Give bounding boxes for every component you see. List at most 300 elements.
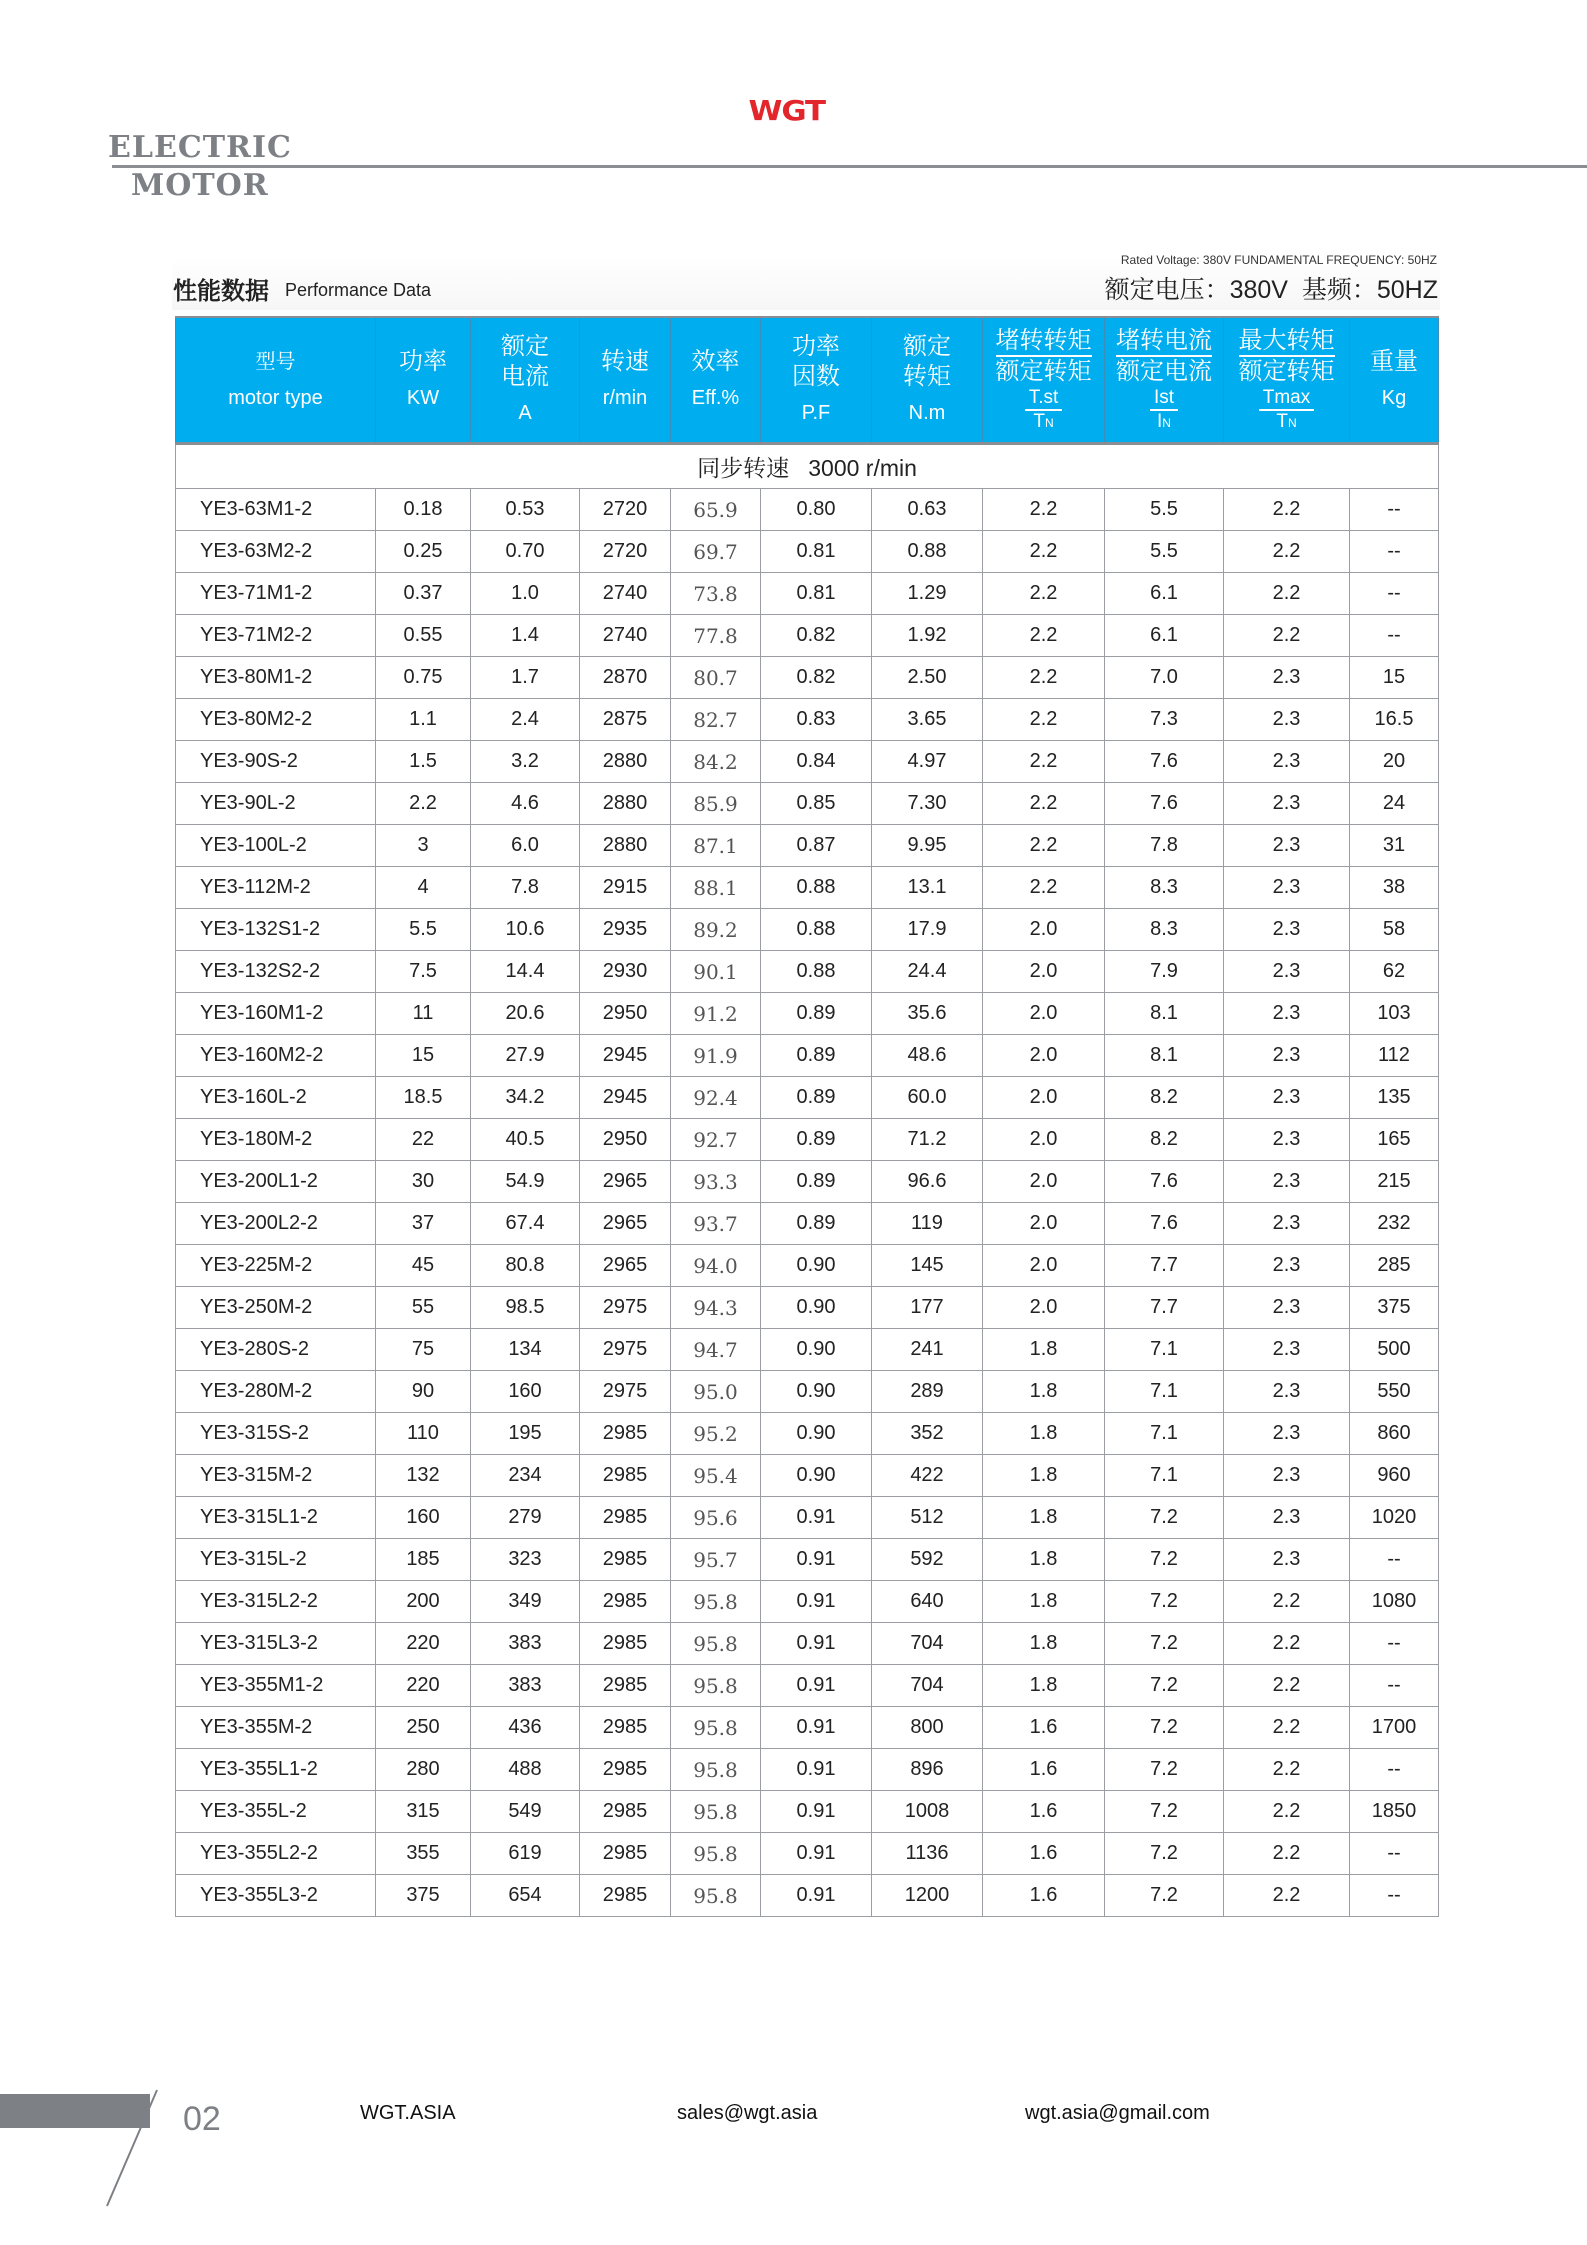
cell-efficiency: 95.8 bbox=[671, 1581, 761, 1623]
cell-speed-rpm: 2950 bbox=[580, 993, 671, 1035]
cell-power-kw: 5.5 bbox=[376, 909, 471, 951]
ratio-den-sub: N bbox=[1287, 415, 1297, 430]
cell-rated-torque: 13.1 bbox=[872, 867, 983, 909]
cell-current-ratio: 7.2 bbox=[1105, 1875, 1224, 1917]
cell-current-ratio: 7.1 bbox=[1105, 1413, 1224, 1455]
cell-rated-torque: 0.88 bbox=[872, 531, 983, 573]
cell-rated-torque: 24.4 bbox=[872, 951, 983, 993]
ratio-numerator: Ist bbox=[1150, 387, 1178, 411]
table-row bbox=[176, 825, 1439, 867]
cell-weight-kg: 135 bbox=[1350, 1077, 1439, 1119]
rated-voltage-cn: 额定电压：380V 基频：50HZ bbox=[1104, 276, 1438, 304]
cell-current-ratio: 7.2 bbox=[1105, 1539, 1224, 1581]
cell-power-kw: 200 bbox=[376, 1581, 471, 1623]
cell-rated-torque: 7.30 bbox=[872, 783, 983, 825]
ratio-numerator: T.st bbox=[1025, 387, 1063, 411]
cell-torque-ratio: 1.8 bbox=[983, 1623, 1105, 1665]
cell-weight-kg: 860 bbox=[1350, 1413, 1439, 1455]
cell-weight-kg: 38 bbox=[1350, 867, 1439, 909]
cell-power-factor: 0.89 bbox=[761, 993, 872, 1035]
column-header bbox=[1350, 317, 1439, 444]
cell-max-torque-ratio: 2.2 bbox=[1224, 1833, 1350, 1875]
header-unit: Kg bbox=[1381, 387, 1407, 409]
cell-model: YE3-63M1-2 bbox=[176, 489, 376, 531]
cell-efficiency: 95.8 bbox=[671, 1623, 761, 1665]
cell-power-factor: 0.91 bbox=[761, 1833, 872, 1875]
cell-torque-ratio: 2.2 bbox=[983, 741, 1105, 783]
cell-rated-torque: 1200 bbox=[872, 1875, 983, 1917]
cell-max-torque-ratio: 2.2 bbox=[1224, 1581, 1350, 1623]
page-title-en: Performance Data bbox=[285, 280, 432, 300]
header-unit: P.F bbox=[801, 402, 831, 424]
column-header bbox=[872, 317, 983, 444]
cell-efficiency: 95.0 bbox=[671, 1371, 761, 1413]
ratio-fraction bbox=[1025, 387, 1063, 434]
cell-torque-ratio: 2.2 bbox=[983, 615, 1105, 657]
cell-power-factor: 0.91 bbox=[761, 1623, 872, 1665]
cell-current-a: 619 bbox=[471, 1833, 580, 1875]
table-row bbox=[176, 1581, 1439, 1623]
cell-efficiency: 82.7 bbox=[671, 699, 761, 741]
cell-weight-kg: 375 bbox=[1350, 1287, 1439, 1329]
cell-power-factor: 0.81 bbox=[761, 531, 872, 573]
cell-weight-kg: 16.5 bbox=[1350, 699, 1439, 741]
cell-model: YE3-315L2-2 bbox=[176, 1581, 376, 1623]
cell-model: YE3-280S-2 bbox=[176, 1329, 376, 1371]
cell-current-a: 654 bbox=[471, 1875, 580, 1917]
cell-efficiency: 95.6 bbox=[671, 1497, 761, 1539]
cell-current-a: 80.8 bbox=[471, 1245, 580, 1287]
cell-power-kw: 355 bbox=[376, 1833, 471, 1875]
cell-torque-ratio: 2.0 bbox=[983, 1203, 1105, 1245]
cell-current-ratio: 6.1 bbox=[1105, 573, 1224, 615]
cell-model: YE3-180M-2 bbox=[176, 1119, 376, 1161]
table-row bbox=[176, 993, 1439, 1035]
header-cn-bottom: 额定转矩 bbox=[995, 357, 1092, 385]
cell-speed-rpm: 2880 bbox=[580, 783, 671, 825]
cell-model: YE3-80M1-2 bbox=[176, 657, 376, 699]
cell-power-factor: 0.91 bbox=[761, 1665, 872, 1707]
cell-speed-rpm: 2965 bbox=[580, 1245, 671, 1287]
cell-speed-rpm: 2875 bbox=[580, 699, 671, 741]
cell-power-factor: 0.84 bbox=[761, 741, 872, 783]
cell-max-torque-ratio: 2.3 bbox=[1224, 1077, 1350, 1119]
cell-max-torque-ratio: 2.2 bbox=[1224, 1665, 1350, 1707]
table-row bbox=[176, 1707, 1439, 1749]
cell-efficiency: 95.8 bbox=[671, 1875, 761, 1917]
cell-current-a: 3.2 bbox=[471, 741, 580, 783]
cell-current-a: 0.70 bbox=[471, 531, 580, 573]
cell-max-torque-ratio: 2.3 bbox=[1224, 1119, 1350, 1161]
header-unit: Eff.% bbox=[691, 387, 740, 409]
cell-power-kw: 4 bbox=[376, 867, 471, 909]
cell-current-a: 488 bbox=[471, 1749, 580, 1791]
cell-current-a: 98.5 bbox=[471, 1287, 580, 1329]
cell-max-torque-ratio: 2.2 bbox=[1224, 1875, 1350, 1917]
cell-current-ratio: 7.1 bbox=[1105, 1329, 1224, 1371]
cell-max-torque-ratio: 2.3 bbox=[1224, 1245, 1350, 1287]
cell-current-a: 1.4 bbox=[471, 615, 580, 657]
cell-current-ratio: 8.2 bbox=[1105, 1077, 1224, 1119]
header-unit: r/min bbox=[602, 387, 648, 409]
cell-torque-ratio: 2.2 bbox=[983, 531, 1105, 573]
cell-model: YE3-90L-2 bbox=[176, 783, 376, 825]
cell-model: YE3-200L2-2 bbox=[176, 1203, 376, 1245]
cell-current-ratio: 7.8 bbox=[1105, 825, 1224, 867]
cell-power-kw: 45 bbox=[376, 1245, 471, 1287]
cell-current-ratio: 7.7 bbox=[1105, 1287, 1224, 1329]
header-cn: 重量 bbox=[1370, 348, 1418, 375]
table-row bbox=[176, 1245, 1439, 1287]
cell-torque-ratio: 2.0 bbox=[983, 1077, 1105, 1119]
cell-efficiency: 93.7 bbox=[671, 1203, 761, 1245]
table-row bbox=[176, 1749, 1439, 1791]
column-header bbox=[983, 317, 1105, 444]
cell-power-kw: 0.25 bbox=[376, 531, 471, 573]
cell-torque-ratio: 2.0 bbox=[983, 909, 1105, 951]
cell-power-kw: 220 bbox=[376, 1623, 471, 1665]
cell-torque-ratio: 2.2 bbox=[983, 699, 1105, 741]
cell-torque-ratio: 2.0 bbox=[983, 1245, 1105, 1287]
cell-speed-rpm: 2965 bbox=[580, 1161, 671, 1203]
cell-weight-kg: -- bbox=[1350, 615, 1439, 657]
cell-rated-torque: 1008 bbox=[872, 1791, 983, 1833]
cell-max-torque-ratio: 2.2 bbox=[1224, 531, 1350, 573]
cell-efficiency: 95.8 bbox=[671, 1833, 761, 1875]
cell-power-factor: 0.85 bbox=[761, 783, 872, 825]
cell-current-ratio: 7.7 bbox=[1105, 1245, 1224, 1287]
table-row bbox=[176, 1203, 1439, 1245]
cell-model: YE3-132S2-2 bbox=[176, 951, 376, 993]
cell-model: YE3-63M2-2 bbox=[176, 531, 376, 573]
footer-email-gmail[interactable]: wgt.asia@gmail.com bbox=[1025, 2102, 1210, 2124]
cell-power-factor: 0.91 bbox=[761, 1497, 872, 1539]
section-title-motor: MOTOR bbox=[131, 168, 269, 203]
cell-speed-rpm: 2985 bbox=[580, 1455, 671, 1497]
table-row bbox=[176, 1119, 1439, 1161]
cell-efficiency: 94.7 bbox=[671, 1329, 761, 1371]
column-header bbox=[1224, 317, 1350, 444]
cell-power-kw: 1.5 bbox=[376, 741, 471, 783]
footer-email-sales[interactable]: sales@wgt.asia bbox=[677, 2102, 818, 2124]
table-row bbox=[176, 1371, 1439, 1413]
cell-rated-torque: 96.6 bbox=[872, 1161, 983, 1203]
cell-max-torque-ratio: 2.3 bbox=[1224, 951, 1350, 993]
cell-model: YE3-200L1-2 bbox=[176, 1161, 376, 1203]
cell-weight-kg: 112 bbox=[1350, 1035, 1439, 1077]
cell-current-a: 1.7 bbox=[471, 657, 580, 699]
cell-torque-ratio: 1.8 bbox=[983, 1371, 1105, 1413]
cell-efficiency: 95.8 bbox=[671, 1665, 761, 1707]
wgt-logo: WGT bbox=[748, 94, 825, 127]
cell-torque-ratio: 1.8 bbox=[983, 1497, 1105, 1539]
cell-power-factor: 0.90 bbox=[761, 1413, 872, 1455]
cell-efficiency: 95.8 bbox=[671, 1707, 761, 1749]
cell-max-torque-ratio: 2.3 bbox=[1224, 699, 1350, 741]
cell-speed-rpm: 2975 bbox=[580, 1287, 671, 1329]
table-row bbox=[176, 657, 1439, 699]
cell-torque-ratio: 2.0 bbox=[983, 1119, 1105, 1161]
cell-max-torque-ratio: 2.2 bbox=[1224, 615, 1350, 657]
header-cn-bottom: 额定电流 bbox=[1116, 357, 1212, 385]
cell-weight-kg: 20 bbox=[1350, 741, 1439, 783]
cell-rated-torque: 9.95 bbox=[872, 825, 983, 867]
cell-model: YE3-250M-2 bbox=[176, 1287, 376, 1329]
cell-torque-ratio: 2.2 bbox=[983, 825, 1105, 867]
header-cn: 功率 bbox=[399, 348, 447, 375]
cell-speed-rpm: 2915 bbox=[580, 867, 671, 909]
cell-power-factor: 0.91 bbox=[761, 1581, 872, 1623]
cell-max-torque-ratio: 2.3 bbox=[1224, 909, 1350, 951]
cell-max-torque-ratio: 2.2 bbox=[1224, 573, 1350, 615]
cell-weight-kg: -- bbox=[1350, 1623, 1439, 1665]
cell-current-ratio: 5.5 bbox=[1105, 531, 1224, 573]
cell-current-a: 160 bbox=[471, 1371, 580, 1413]
cell-power-factor: 0.91 bbox=[761, 1539, 872, 1581]
cell-current-a: 40.5 bbox=[471, 1119, 580, 1161]
cell-power-kw: 55 bbox=[376, 1287, 471, 1329]
cell-efficiency: 87.1 bbox=[671, 825, 761, 867]
cell-current-a: 7.8 bbox=[471, 867, 580, 909]
cell-power-factor: 0.90 bbox=[761, 1287, 872, 1329]
cell-weight-kg: -- bbox=[1350, 1539, 1439, 1581]
cell-efficiency: 69.7 bbox=[671, 531, 761, 573]
cell-model: YE3-71M1-2 bbox=[176, 573, 376, 615]
cell-weight-kg: -- bbox=[1350, 489, 1439, 531]
cell-efficiency: 89.2 bbox=[671, 909, 761, 951]
cell-power-factor: 0.90 bbox=[761, 1329, 872, 1371]
cell-weight-kg: 232 bbox=[1350, 1203, 1439, 1245]
rated-voltage-en: Rated Voltage: 380V FUNDAMENTAL FREQUENCY: 50HZ bbox=[1120, 253, 1437, 267]
ratio-den-symbol: T bbox=[1033, 410, 1045, 432]
cell-current-a: 10.6 bbox=[471, 909, 580, 951]
cell-power-kw: 0.37 bbox=[376, 573, 471, 615]
cell-efficiency: 92.7 bbox=[671, 1119, 761, 1161]
cell-current-ratio: 7.2 bbox=[1105, 1833, 1224, 1875]
cell-power-kw: 280 bbox=[376, 1749, 471, 1791]
cell-speed-rpm: 2985 bbox=[580, 1665, 671, 1707]
cell-model: YE3-355M1-2 bbox=[176, 1665, 376, 1707]
cell-efficiency: 65.9 bbox=[671, 489, 761, 531]
cell-current-a: 20.6 bbox=[471, 993, 580, 1035]
cell-torque-ratio: 2.2 bbox=[983, 783, 1105, 825]
cell-speed-rpm: 2985 bbox=[580, 1581, 671, 1623]
cell-weight-kg: -- bbox=[1350, 1665, 1439, 1707]
cell-torque-ratio: 2.0 bbox=[983, 1035, 1105, 1077]
cell-model: YE3-80M2-2 bbox=[176, 699, 376, 741]
cell-current-a: 383 bbox=[471, 1665, 580, 1707]
cell-weight-kg: 960 bbox=[1350, 1455, 1439, 1497]
cell-rated-torque: 4.97 bbox=[872, 741, 983, 783]
ratio-numerator: Tmax bbox=[1259, 387, 1315, 411]
cell-current-a: 6.0 bbox=[471, 825, 580, 867]
cell-weight-kg: 215 bbox=[1350, 1161, 1439, 1203]
column-header bbox=[471, 317, 580, 444]
cell-weight-kg: 24 bbox=[1350, 783, 1439, 825]
cell-max-torque-ratio: 2.3 bbox=[1224, 741, 1350, 783]
cell-current-a: 2.4 bbox=[471, 699, 580, 741]
cell-model: YE3-225M-2 bbox=[176, 1245, 376, 1287]
cell-current-ratio: 7.6 bbox=[1105, 1203, 1224, 1245]
header-cn: 功率因数 bbox=[792, 333, 840, 390]
cell-power-kw: 132 bbox=[376, 1455, 471, 1497]
cell-current-a: 549 bbox=[471, 1791, 580, 1833]
cell-model: YE3-355L1-2 bbox=[176, 1749, 376, 1791]
cell-power-factor: 0.89 bbox=[761, 1119, 872, 1161]
cell-speed-rpm: 2945 bbox=[580, 1035, 671, 1077]
cell-max-torque-ratio: 2.3 bbox=[1224, 1371, 1350, 1413]
cell-max-torque-ratio: 2.3 bbox=[1224, 993, 1350, 1035]
cell-speed-rpm: 2720 bbox=[580, 489, 671, 531]
table-row bbox=[176, 1791, 1439, 1833]
table-row bbox=[176, 1413, 1439, 1455]
cell-current-a: 279 bbox=[471, 1497, 580, 1539]
cell-weight-kg: 500 bbox=[1350, 1329, 1439, 1371]
cell-torque-ratio: 1.8 bbox=[983, 1329, 1105, 1371]
cell-efficiency: 95.4 bbox=[671, 1455, 761, 1497]
cell-current-ratio: 7.2 bbox=[1105, 1665, 1224, 1707]
column-header bbox=[176, 317, 376, 444]
table-row bbox=[176, 1329, 1439, 1371]
ratio-denominator bbox=[1157, 411, 1171, 432]
cell-power-kw: 0.75 bbox=[376, 657, 471, 699]
cell-rated-torque: 48.6 bbox=[872, 1035, 983, 1077]
cell-model: YE3-315L-2 bbox=[176, 1539, 376, 1581]
cell-power-kw: 7.5 bbox=[376, 951, 471, 993]
cell-power-kw: 18.5 bbox=[376, 1077, 471, 1119]
header-divider bbox=[112, 165, 1587, 168]
cell-model: YE3-160M1-2 bbox=[176, 993, 376, 1035]
cell-torque-ratio: 2.2 bbox=[983, 657, 1105, 699]
cell-max-torque-ratio: 2.3 bbox=[1224, 1413, 1350, 1455]
ratio-den-sub: N bbox=[1044, 415, 1054, 430]
cell-torque-ratio: 1.8 bbox=[983, 1455, 1105, 1497]
cell-power-kw: 90 bbox=[376, 1371, 471, 1413]
cell-current-ratio: 7.2 bbox=[1105, 1581, 1224, 1623]
footer-bar bbox=[0, 2094, 150, 2128]
cell-weight-kg: 15 bbox=[1350, 657, 1439, 699]
cell-power-kw: 220 bbox=[376, 1665, 471, 1707]
cell-max-torque-ratio: 2.3 bbox=[1224, 783, 1350, 825]
cell-model: YE3-160L-2 bbox=[176, 1077, 376, 1119]
cell-model: YE3-315L3-2 bbox=[176, 1623, 376, 1665]
header-unit: motor type bbox=[228, 387, 323, 409]
cell-current-a: 54.9 bbox=[471, 1161, 580, 1203]
cell-torque-ratio: 2.0 bbox=[983, 993, 1105, 1035]
cell-rated-torque: 71.2 bbox=[872, 1119, 983, 1161]
page-number: 02 bbox=[183, 2100, 221, 2138]
cell-rated-torque: 800 bbox=[872, 1707, 983, 1749]
cell-torque-ratio: 2.2 bbox=[983, 489, 1105, 531]
cell-weight-kg: -- bbox=[1350, 1833, 1439, 1875]
section-title-electric: ELECTRIC bbox=[108, 130, 292, 165]
cell-max-torque-ratio: 2.3 bbox=[1224, 1329, 1350, 1371]
cell-torque-ratio: 1.8 bbox=[983, 1581, 1105, 1623]
cell-power-factor: 0.90 bbox=[761, 1455, 872, 1497]
cell-power-kw: 1.1 bbox=[376, 699, 471, 741]
cell-speed-rpm: 2985 bbox=[580, 1833, 671, 1875]
column-header bbox=[1105, 317, 1224, 444]
cell-current-a: 1.0 bbox=[471, 573, 580, 615]
table-row bbox=[176, 951, 1439, 993]
cell-rated-torque: 17.9 bbox=[872, 909, 983, 951]
cell-power-factor: 0.87 bbox=[761, 825, 872, 867]
cell-speed-rpm: 2985 bbox=[580, 1623, 671, 1665]
cell-power-kw: 15 bbox=[376, 1035, 471, 1077]
cell-efficiency: 90.1 bbox=[671, 951, 761, 993]
cell-efficiency: 85.9 bbox=[671, 783, 761, 825]
cell-weight-kg: -- bbox=[1350, 573, 1439, 615]
cell-rated-torque: 0.63 bbox=[872, 489, 983, 531]
footer-slash-line bbox=[0, 0, 200, 2245]
header-unit: KW bbox=[406, 387, 440, 409]
header-cn: 效率 bbox=[691, 348, 740, 375]
cell-power-factor: 0.89 bbox=[761, 1161, 872, 1203]
cell-efficiency: 88.1 bbox=[671, 867, 761, 909]
cell-current-ratio: 7.9 bbox=[1105, 951, 1224, 993]
cell-current-ratio: 7.2 bbox=[1105, 1623, 1224, 1665]
cell-model: YE3-160M2-2 bbox=[176, 1035, 376, 1077]
cell-rated-torque: 2.50 bbox=[872, 657, 983, 699]
cell-current-ratio: 7.2 bbox=[1105, 1707, 1224, 1749]
cell-power-kw: 22 bbox=[376, 1119, 471, 1161]
cell-current-ratio: 6.1 bbox=[1105, 615, 1224, 657]
cell-rated-torque: 60.0 bbox=[872, 1077, 983, 1119]
table-row bbox=[176, 1035, 1439, 1077]
footer-website[interactable]: WGT.ASIA bbox=[360, 2102, 456, 2124]
header-cn-top: 堵转转矩 bbox=[996, 327, 1092, 357]
cell-torque-ratio: 1.8 bbox=[983, 1413, 1105, 1455]
cell-max-torque-ratio: 2.3 bbox=[1224, 1497, 1350, 1539]
cell-weight-kg: 165 bbox=[1350, 1119, 1439, 1161]
cell-torque-ratio: 2.0 bbox=[983, 1161, 1105, 1203]
cell-weight-kg: -- bbox=[1350, 1875, 1439, 1917]
cell-weight-kg: -- bbox=[1350, 1749, 1439, 1791]
cell-power-kw: 0.55 bbox=[376, 615, 471, 657]
cell-speed-rpm: 2985 bbox=[580, 1791, 671, 1833]
header-cn: 转速 bbox=[601, 348, 649, 375]
cell-power-factor: 0.91 bbox=[761, 1791, 872, 1833]
column-header bbox=[671, 317, 761, 444]
cell-rated-torque: 592 bbox=[872, 1539, 983, 1581]
cell-efficiency: 92.4 bbox=[671, 1077, 761, 1119]
cell-efficiency: 80.7 bbox=[671, 657, 761, 699]
cell-efficiency: 77.8 bbox=[671, 615, 761, 657]
table-row bbox=[176, 1623, 1439, 1665]
cell-model: YE3-315L1-2 bbox=[176, 1497, 376, 1539]
cell-efficiency: 94.0 bbox=[671, 1245, 761, 1287]
cell-speed-rpm: 2935 bbox=[580, 909, 671, 951]
cell-current-a: 27.9 bbox=[471, 1035, 580, 1077]
cell-rated-torque: 241 bbox=[872, 1329, 983, 1371]
cell-efficiency: 95.2 bbox=[671, 1413, 761, 1455]
cell-speed-rpm: 2740 bbox=[580, 573, 671, 615]
cell-speed-rpm: 2945 bbox=[580, 1077, 671, 1119]
table-row bbox=[176, 699, 1439, 741]
cell-power-kw: 2.2 bbox=[376, 783, 471, 825]
cell-rated-torque: 1.29 bbox=[872, 573, 983, 615]
table-row bbox=[176, 1161, 1439, 1203]
cell-max-torque-ratio: 2.2 bbox=[1224, 1623, 1350, 1665]
cell-rated-torque: 145 bbox=[872, 1245, 983, 1287]
header-cn-top: 最大转矩 bbox=[1239, 327, 1335, 357]
cell-power-factor: 0.89 bbox=[761, 1077, 872, 1119]
column-header bbox=[580, 317, 671, 444]
table-row bbox=[176, 573, 1439, 615]
cell-speed-rpm: 2870 bbox=[580, 657, 671, 699]
cell-power-factor: 0.82 bbox=[761, 657, 872, 699]
table-row bbox=[176, 1833, 1439, 1875]
